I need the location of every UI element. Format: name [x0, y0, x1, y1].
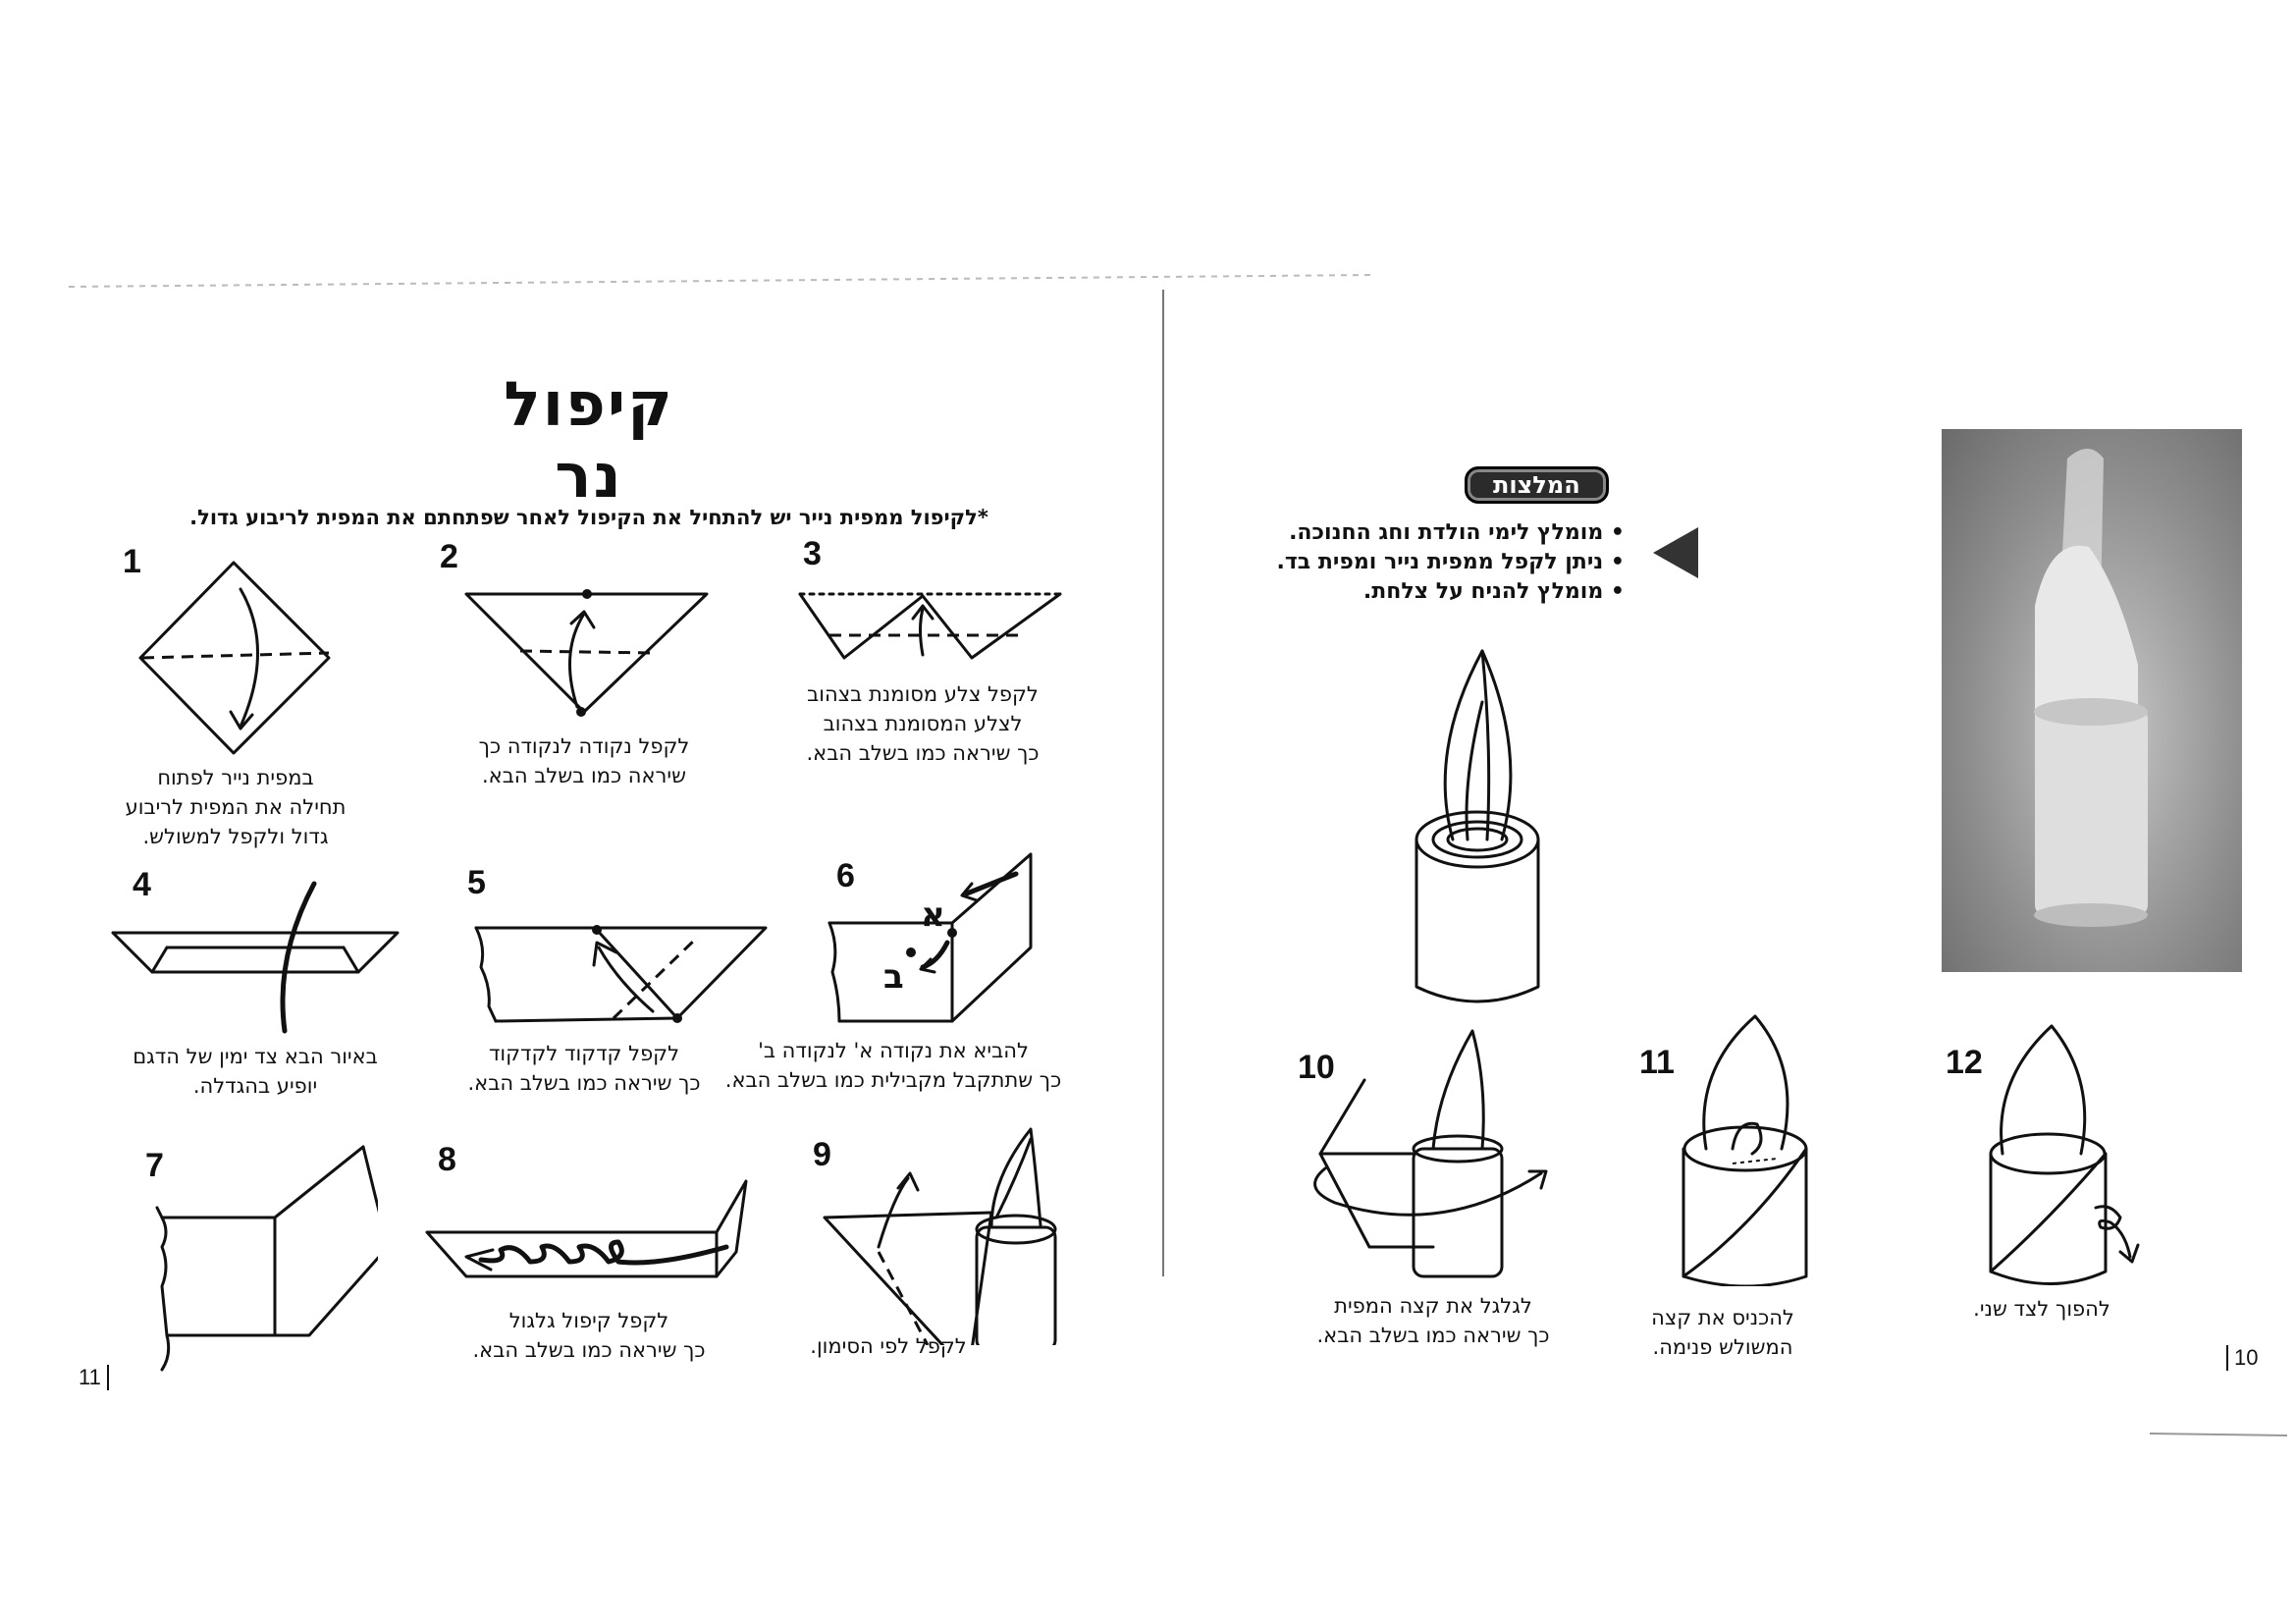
caption-line: גדול ולקפל למשולש. — [142, 825, 329, 848]
step-5-caption — [447, 1039, 721, 1098]
caption-line: לגלגל את קצה המפית — [1334, 1294, 1532, 1318]
step-number: 7 — [145, 1147, 164, 1184]
caption-line: לקפל צלע מסומנת בצהוב — [807, 682, 1039, 706]
caption-line: כך שיראה כמו בשלב הבא. — [472, 1338, 706, 1362]
recommendations-badge: המלצות — [1465, 466, 1609, 504]
step-1-caption — [108, 763, 363, 851]
step-12-diagram — [1983, 1021, 2145, 1286]
recommendation-item: • ניתן לקפל ממפית נייר ומפית בד. — [1256, 548, 1625, 577]
step-2-caption — [447, 731, 721, 790]
step-11-caption — [1639, 1303, 1806, 1362]
caption-line: כך שיראה כמו בשלב הבא. — [467, 1071, 701, 1095]
step-11-diagram — [1679, 1011, 1816, 1286]
caption-line: להפוך לצד שני. — [1973, 1297, 2110, 1321]
step-1-diagram — [137, 560, 344, 756]
step-4-caption — [113, 1042, 398, 1101]
step-number: 6 — [836, 857, 855, 894]
recommendation-item: • מומלץ לימי הולדת וחג החנוכה. — [1256, 518, 1625, 548]
caption-line: לקפל נקודה לנקודה כך — [478, 734, 690, 758]
caption-line: להכניס את קצה — [1651, 1306, 1794, 1329]
step-9-diagram — [820, 1119, 1065, 1345]
step-number: 10 — [1298, 1049, 1335, 1086]
caption-line: במפית נייר לפתוח — [157, 766, 314, 789]
step-number: 12 — [1946, 1044, 1983, 1081]
step-4-diagram — [108, 879, 402, 1036]
caption-line: לקפל קדקוד לקדקוד — [488, 1042, 680, 1065]
step-number: 3 — [803, 535, 822, 572]
caption-line: כך שתתקבל מקבילית כמו בשלב הבא. — [724, 1068, 1062, 1092]
step-number: 5 — [467, 864, 486, 901]
caption-line: להביא את נקודה א' לנקודה ב' — [758, 1039, 1029, 1062]
step-8-caption — [452, 1306, 726, 1365]
step-7-diagram — [152, 1139, 378, 1375]
caption-line: לקפל קיפול גלגול — [508, 1309, 669, 1332]
caption-line: תחילה את המפית לריבוע — [125, 795, 347, 819]
step-5-diagram — [471, 908, 775, 1031]
point-bet-label: ב — [883, 957, 904, 997]
step-6-diagram — [825, 849, 1041, 1036]
candle-photo — [1942, 429, 2242, 972]
page-title: קיפול נר — [504, 368, 674, 512]
step-2-diagram — [461, 584, 717, 722]
step-3-caption — [775, 679, 1070, 768]
page-number-text: 10 — [2234, 1345, 2259, 1370]
pointer-triangle-icon — [1651, 525, 1700, 580]
recommendations-list — [1256, 518, 1625, 607]
step-number: 2 — [440, 538, 458, 575]
caption-line: לקפל לפי הסימון. — [810, 1334, 967, 1358]
caption-line: המשולש פנימה. — [1652, 1335, 1793, 1359]
candle-photo-shapes — [1942, 429, 2242, 972]
page-number-text: 11 — [79, 1365, 101, 1389]
caption-line: כך שיראה כמו בשלב הבא. — [806, 741, 1040, 765]
step-10-caption — [1301, 1291, 1566, 1350]
step-9-caption — [805, 1331, 972, 1361]
caption-line: כך שיראה כמו בשלב הבא. — [1316, 1324, 1550, 1347]
step-12-caption — [1963, 1294, 2120, 1324]
step-6-caption — [717, 1036, 1070, 1095]
caption-line: יופיע בהגדלה. — [192, 1074, 318, 1098]
step-8-diagram — [422, 1173, 756, 1291]
step-number: 8 — [438, 1141, 456, 1178]
step-number: 4 — [133, 866, 151, 903]
step-number: 11 — [1639, 1044, 1675, 1081]
step-10-diagram — [1296, 1026, 1561, 1281]
step-number: 9 — [813, 1136, 831, 1173]
caption-line: שיראה כמו בשלב הבא. — [482, 764, 686, 787]
step-3-diagram — [795, 584, 1070, 673]
candle-illustration — [1409, 643, 1556, 1011]
caption-line: באיור הבא צד ימין של הדגם — [133, 1045, 378, 1068]
step-number: 1 — [123, 543, 141, 580]
paper-napkin-note: *לקיפול ממפית נייר יש להתחיל את הקיפול לאחר שפתחתם את המפית לריבוע גדול. — [189, 506, 988, 529]
point-alef-label: א — [921, 895, 945, 935]
page-number-left — [79, 1365, 109, 1390]
page-number-right — [2226, 1345, 2258, 1371]
caption-line: לצלע המסומנת בצהוב — [823, 712, 1023, 735]
recommendation-item: • מומלץ להניח על צלחת. — [1256, 577, 1625, 607]
